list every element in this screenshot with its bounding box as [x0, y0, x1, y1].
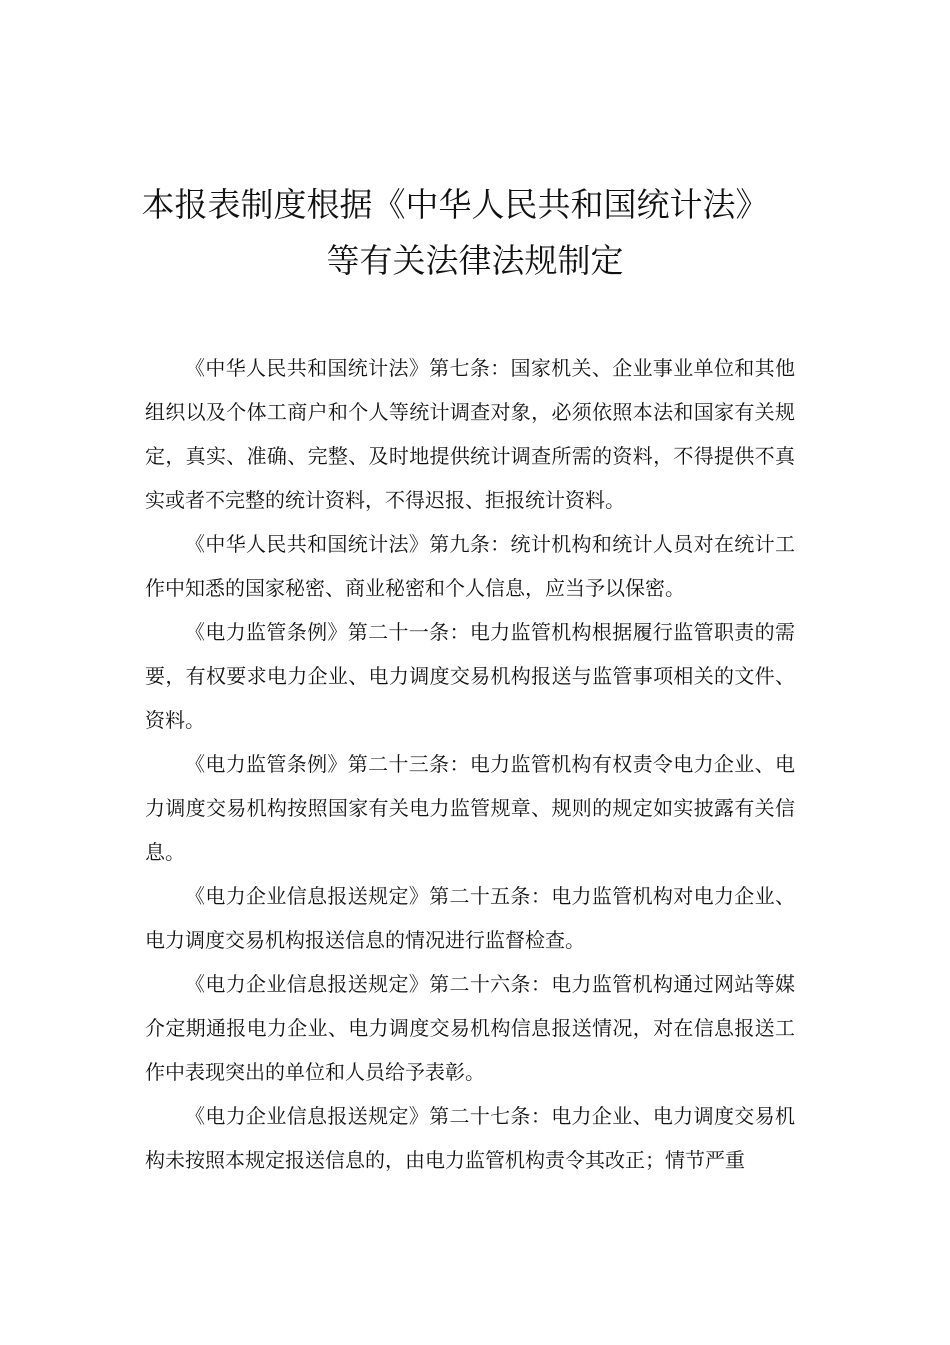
- paragraph-power-regulation-article-21: 《电力监管条例》第二十一条：电力监管机构根据履行监管职责的需要，有权要求电力企业、电力调度交易机构报送与监管事项相关的文件、资料。: [145, 620, 795, 732]
- paragraph-statistics-law-article-9: 《中华人民共和国统计法》第九条：统计机构和统计人员对在统计工作中知悉的国家秘密、商业秘密和个人信息，应当予以保密。: [145, 532, 795, 600]
- paragraph-info-reporting-article-25: 《电力企业信息报送规定》第二十五条：电力监管机构对电力企业、电力调度交易机构报送信息的情况进行监督检查。: [145, 884, 795, 952]
- paragraph-info-reporting-article-27: 《电力企业信息报送规定》第二十七条：电力企业、电力调度交易机构未按照本规定报送信息的，由电力监管机构责令其改正；情节严重: [145, 1104, 795, 1172]
- paragraph-statistics-law-article-7: 《中华人民共和国统计法》第七条：国家机关、企业事业单位和其他组织以及个体工商户和个人等统计调查对象，必须依照本法和国家有关规定，真实、准确、完整、及时地提供统计调查所需的资料，不得提供不真实或者不完整的统计资料，不得迟报、拒报统计资料。: [145, 356, 795, 512]
- paragraph-info-reporting-article-26: 《电力企业信息报送规定》第二十六条：电力监管机构通过网站等媒介定期通报电力企业、电力调度交易机构信息报送情况，对在信息报送工作中表现突出的单位和人员给予表彰。: [145, 972, 795, 1084]
- document-title-line-1: 本报表制度根据《中华人民共和国统计法》: [141, 185, 769, 224]
- document-title-line-2: 等有关法律法规制定: [326, 241, 624, 280]
- paragraph-power-regulation-article-23: 《电力监管条例》第二十三条：电力监管机构有权责令电力企业、电力调度交易机构按照国家有关电力监管规章、规则的规定如实披露有关信息。: [145, 752, 795, 864]
- document-body: [145, 346, 795, 1182]
